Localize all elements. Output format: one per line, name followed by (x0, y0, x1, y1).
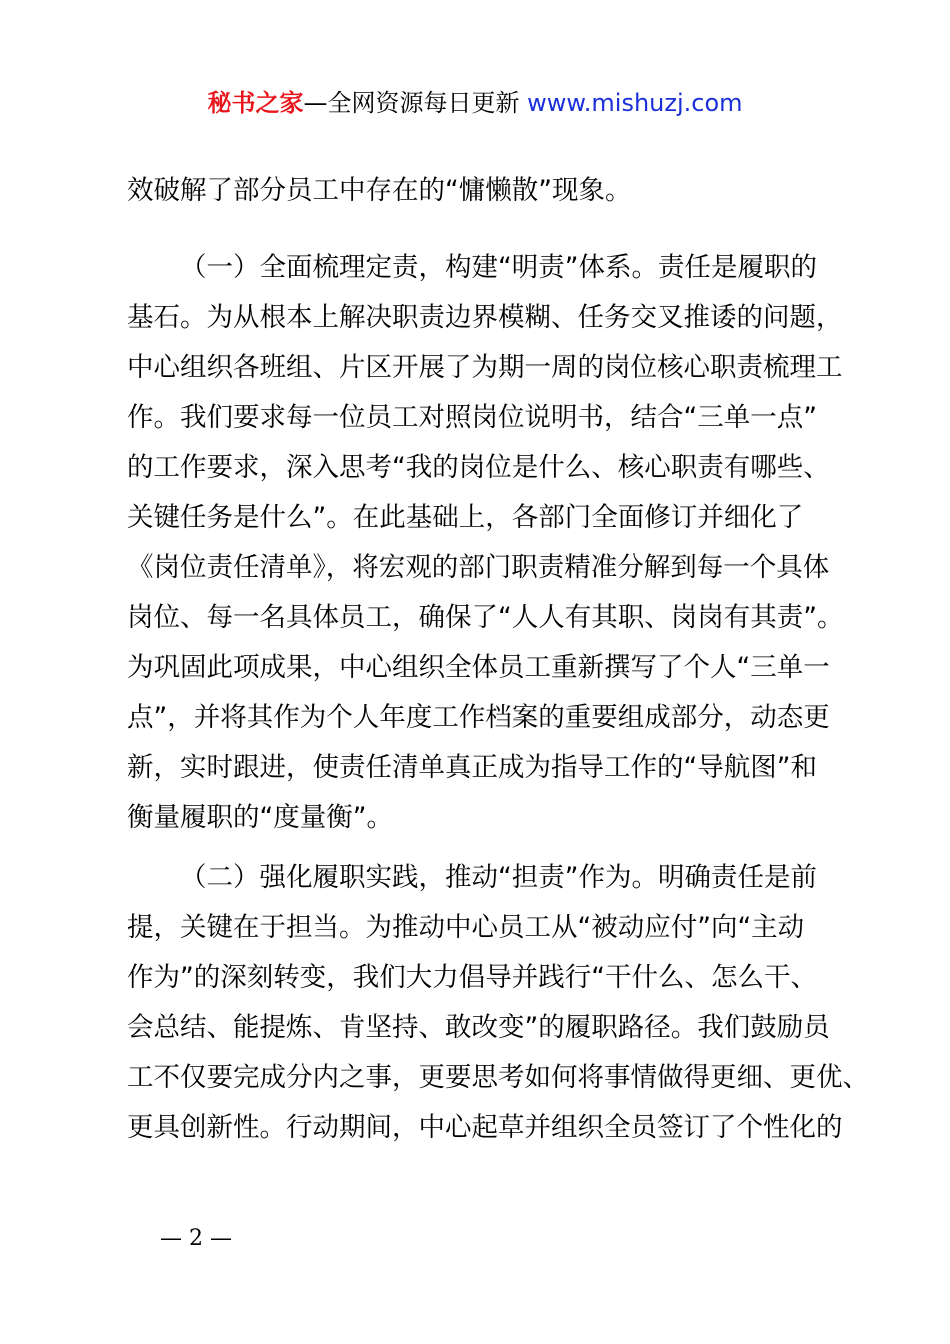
text-line: 的工作要求，深入思考“我的岗位是什么、核心职责有哪些、 (127, 452, 830, 483)
header-tagline: —全网资源每日更新 (303, 89, 520, 117)
page-header (0, 86, 950, 120)
text-line: 工不仅要完成分内之事，更要思考如何将事情做得更细、更优、 (127, 1062, 869, 1093)
text-line: 作为”的深刻转变，我们大力倡导并践行“干什么、怎么干、 (127, 962, 817, 993)
header-site-url[interactable]: www.mishuzj.com (527, 89, 743, 117)
text-line: 新，实时跟进，使责任清单真正成为指导工作的“导航图”和 (127, 752, 817, 783)
text-line: 衡量履职的“度量衡”。 (127, 802, 393, 833)
page-number: — 2 — (160, 1226, 232, 1251)
text-line: 中心组织各班组、片区开展了为期一周的岗位核心职责梳理工 (127, 352, 843, 383)
text-line: 点”，并将其作为个人年度工作档案的重要组成部分，动态更 (127, 702, 830, 733)
text-line: 岗位、每一名具体员工，确保了“人人有其职、岗岗有其责”。 (127, 602, 844, 633)
text-line: 会总结、能提炼、肯坚持、敢改变”的履职路径。我们鼓励员 (127, 1012, 830, 1043)
paragraph-continuation (127, 166, 837, 216)
text-line: 《岗位责任清单》，将宏观的部门职责精准分解到每一个具体 (127, 552, 830, 583)
text-line: 效破解了部分员工中存在的“慵懒散”现象。 (127, 175, 632, 206)
text-line: （一）全面梳理定责，构建“明责”体系。责任是履职的 (180, 252, 817, 283)
text-line: 关键任务是什么”。在此基础上，各部门全面修订并细化了 (127, 502, 804, 533)
text-line: 作。我们要求每一位员工对照岗位说明书，结合“三单一点” (127, 402, 817, 433)
paragraph-section-two (127, 853, 869, 1153)
text-line: 基石。为从根本上解决职责边界模糊、任务交叉推诿的问题， (127, 302, 843, 333)
paragraph-section-one (127, 243, 844, 843)
text-line: （二）强化履职实践，推动“担责”作为。明确责任是前 (180, 862, 817, 893)
text-line: 为巩固此项成果，中心组织全体员工重新撰写了个人“三单一 (127, 652, 830, 683)
header-brand: 秘书之家 (207, 89, 304, 117)
text-line: 提，关键在于担当。为推动中心员工从“被动应付”向“主动 (127, 912, 805, 943)
text-line: 更具创新性。行动期间，中心起草并组织全员签订了个性化的 (127, 1112, 843, 1143)
